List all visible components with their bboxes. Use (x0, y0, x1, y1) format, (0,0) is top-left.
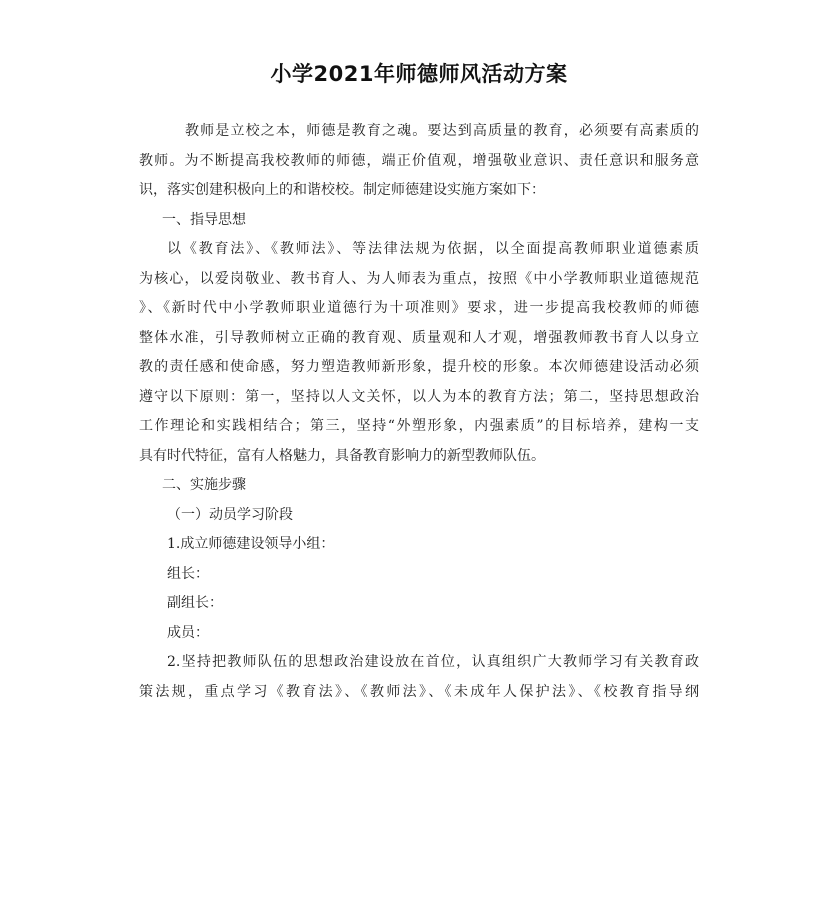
paragraph-line: 教师。为不断提高我校教师的师德，端正价值观，增强敬业意识、责任意识和服务意 (139, 152, 699, 169)
paragraph-line: 具有时代特征，富有人格魅力，具备教育影响力的新型教师队伍。 (139, 447, 545, 464)
paragraph-line: 识，落实创建积极向上的和谐校校。制定师德建设实施方案如下： (139, 182, 545, 198)
paragraph-line: 策法规，重点学习《教育法》、《教师法》、《未成年人保护法》、《校教育指导纲 (139, 683, 699, 700)
list-item: 组长： (167, 565, 209, 582)
paragraph-line: 整体水准，引导教师树立正确的教育观、质量观和人才观，增强教师教书育人以身立 (139, 329, 699, 346)
paragraph-line: 为核心，以爱岗敬业、教书育人、为人师表为重点，按照《中小学教师职业道德规范 (139, 270, 699, 287)
paragraph-line: 工作理论和实践相结合；第三，坚持“外塑形象，内强素质”的目标培养，建构一支 (139, 418, 699, 434)
paragraph-line: 遵守以下原则：第一，坚持以人文关怀，以人为本的教育方法；第二，坚持思想政治 (139, 388, 699, 405)
paragraph-line: 》、《新时代中小学教师职业道德行为十项准则》要求，进一步提高我校教师的师德 (139, 300, 699, 316)
paragraph-line: 2.坚持把教师队伍的思想政治建设放在首位，认真组织广大教师学习有关教育政 (167, 654, 699, 670)
list-item: 1.成立师德建设领导小组： (167, 536, 335, 552)
document-body (139, 117, 699, 707)
paragraph-line: 教的责任感和使命感，努力塑造教师新形象，提升校的形象。本次师德建设活动必须 (139, 359, 699, 375)
section-heading: 一、指导思想 (162, 211, 246, 228)
list-item: 成员： (167, 624, 209, 641)
section-heading: 二、实施步骤 (162, 477, 246, 493)
list-item: 副组长： (167, 595, 223, 611)
paragraph-line: 教师是立校之本，师德是教育之魂。要达到高质量的教育，必须要有高素质的 (185, 123, 699, 139)
subsection-heading: （一）动员学习阶段 (167, 506, 293, 523)
paragraph-line: 以《教育法》、《教师法》、等法律法规为依据，以全面提高教师职业道德素质 (167, 241, 699, 257)
document-title: 小学2021年师德师风活动方案 (270, 62, 568, 86)
